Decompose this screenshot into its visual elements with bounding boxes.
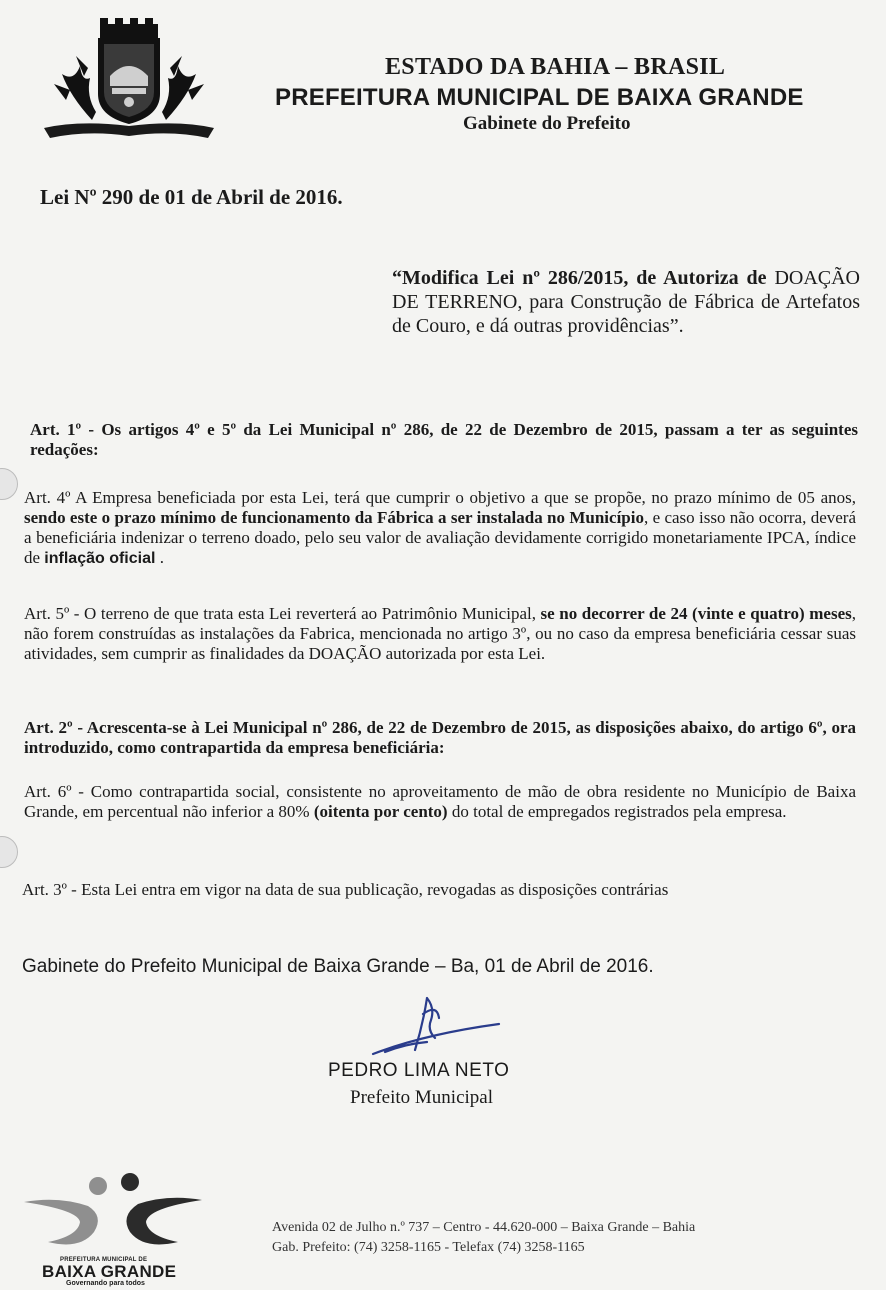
- article-1: Art. 1º - Os artigos 4º e 5º da Lei Municipal nº 286, de 22 de Dezembro de 2015, passam a ter as seguintes redações:: [30, 420, 858, 459]
- signatory-role: Prefeito Municipal: [350, 1087, 493, 1108]
- law-title: Lei Nº 290 de 01 de Abril de 2016.: [40, 185, 343, 209]
- article-5-text-1: Art. 5º - O terreno de que trata esta Lei reverterá ao Patrimônio Municipal,: [24, 604, 541, 623]
- footer-address: Avenida 02 de Julho n.º 737 – Centro - 44.620-000 – Baixa Grande – Bahia: [272, 1220, 696, 1235]
- law-summary-bold: “Modifica Lei nº 286/2015, de Autoriza de: [392, 267, 767, 289]
- coat-of-arms-icon: [40, 16, 218, 146]
- law-summary-rest: DOAÇÃO DE TERRENO, para Construção de Fábrica de Artefatos de Couro, e dá outras providências”.: [392, 267, 861, 337]
- article-4-text-1: Art. 4º A Empresa beneficiada por esta Lei, terá que cumprir o objetivo a que se propõe, no prazo mínimo de 05 anos,: [24, 488, 856, 507]
- article-6-text-1: Art. 6º - Como contrapartida social, consistente no aproveitamento de mão de obra residente no Município de Baixa Grande, em percentual não inferior a 80%: [24, 782, 856, 821]
- prefeitura-heading: PREFEITURA MUNICIPAL DE BAIXA GRANDE: [275, 84, 804, 111]
- article-2: Art. 2º - Acrescenta-se à Lei Municipal nº 286, de 22 de Dezembro de 2015, as disposições abaixo, do artigo 6º, ora introduzido, como contrapartida da empresa beneficiária:: [24, 718, 856, 757]
- state-heading: ESTADO DA BAHIA – BRASIL: [385, 54, 726, 80]
- article-5-bold: se no decorrer de 24 (vinte e quatro) meses: [540, 604, 852, 623]
- article-6-bold: (oitenta por cento): [313, 802, 448, 821]
- article-3: Art. 3º - Esta Lei entra em vigor na data de sua publicação, revogadas as disposições contrárias: [22, 880, 669, 899]
- logo-title: PREFEITURA MUNICIPAL DE: [60, 1257, 148, 1263]
- article-4-text-2: , e caso isso não ocorra, deverá a beneficiária indenizar o terreno doado, pelo seu valor de avaliação devidamente corrigido monetariamente IPCA, índice de: [24, 508, 856, 567]
- closing-line: Gabinete do Prefeito Municipal de Baixa Grande – Ba, 01 de Abril de 2016.: [22, 956, 654, 977]
- footer-phones: Gab. Prefeito: (74) 3258-1165 - Telefax (74) 3258-1165: [272, 1240, 585, 1255]
- law-summary: [392, 266, 860, 338]
- article-5-text-2: , não forem construídas as instalações da Fabrica, mencionada no artigo 3º, ou no caso da empresa beneficiária cessar suas atividades, sem cumprir as finalidades da DOAÇÃO autorizada por esta Lei.: [24, 604, 856, 663]
- punch-hole: [0, 468, 18, 500]
- signatory-name: PEDRO LIMA NETO: [328, 1060, 510, 1081]
- article-4-text-3: .: [155, 548, 164, 567]
- article-4-bold-end: inflação oficial: [44, 550, 156, 567]
- article-4: [24, 488, 856, 569]
- article-6: [24, 782, 856, 822]
- punch-hole: [0, 836, 18, 868]
- article-5: [24, 604, 856, 664]
- article-4-bold: sendo este o prazo mínimo de funcionamento da Fábrica a ser instalada no Município: [24, 508, 644, 527]
- gabinete-subheading: Gabinete do Prefeito: [463, 113, 631, 134]
- municipality-logo-icon: [18, 1172, 208, 1254]
- article-6-text-2: do total de empregados registrados pela empresa.: [447, 802, 787, 821]
- logo-name: BAIXA GRANDE: [42, 1262, 177, 1281]
- signature-icon: [365, 994, 505, 1062]
- logo-slogan: Governando para todos: [66, 1280, 145, 1287]
